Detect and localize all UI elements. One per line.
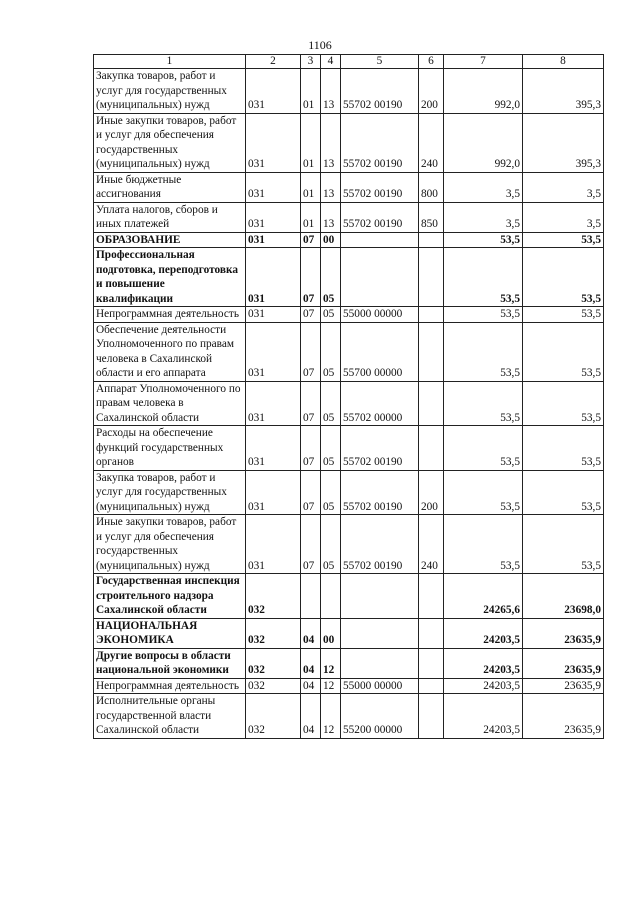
row-rz: 04 [301, 648, 321, 678]
column-header: 2 [246, 55, 301, 69]
row-rz: 04 [301, 678, 321, 694]
row-value-7: 53,5 [444, 515, 523, 574]
row-csr: 55702 00190 [341, 515, 419, 574]
row-name: Уплата налогов, сборов и иных платежей [94, 202, 246, 232]
row-name: Иные бюджетные ассигнования [94, 172, 246, 202]
row-vr: 200 [419, 69, 444, 114]
row-value-7: 3,5 [444, 202, 523, 232]
row-gr: 031 [246, 470, 301, 515]
row-value-7: 24265,6 [444, 574, 523, 619]
row-vr [419, 426, 444, 471]
row-name: Закупка товаров, работ и услуг для государственных (муниципальных) нужд [94, 470, 246, 515]
table-row [94, 113, 604, 172]
row-gr: 031 [246, 322, 301, 381]
row-pr: 00 [321, 232, 341, 248]
table-row [94, 202, 604, 232]
row-value-7: 992,0 [444, 69, 523, 114]
row-value-8: 53,5 [523, 307, 604, 323]
row-vr: 240 [419, 515, 444, 574]
row-gr: 032 [246, 694, 301, 739]
row-csr: 55702 00190 [341, 113, 419, 172]
row-csr: 55702 00190 [341, 470, 419, 515]
row-pr: 12 [321, 678, 341, 694]
row-value-8: 23635,9 [523, 618, 604, 648]
row-gr: 032 [246, 618, 301, 648]
row-value-7: 53,5 [444, 426, 523, 471]
row-value-7: 24203,5 [444, 678, 523, 694]
row-pr: 13 [321, 113, 341, 172]
row-rz: 07 [301, 426, 321, 471]
row-pr [321, 574, 341, 619]
row-gr: 031 [246, 113, 301, 172]
page-number: 1106 [308, 38, 332, 52]
row-value-8: 23635,9 [523, 648, 604, 678]
row-vr [419, 307, 444, 323]
row-value-7: 53,5 [444, 248, 523, 307]
row-pr: 05 [321, 515, 341, 574]
row-name: Исполнительные органы государственной власти Сахалинской области [94, 694, 246, 739]
table-row [94, 515, 604, 574]
row-value-7: 24203,5 [444, 648, 523, 678]
row-value-7: 53,5 [444, 470, 523, 515]
row-gr: 032 [246, 648, 301, 678]
table-row [94, 470, 604, 515]
table-row [94, 648, 604, 678]
row-vr [419, 648, 444, 678]
row-value-8: 53,5 [523, 515, 604, 574]
row-csr [341, 618, 419, 648]
row-value-7: 24203,5 [444, 618, 523, 648]
row-pr: 13 [321, 202, 341, 232]
table-row [94, 618, 604, 648]
row-rz: 07 [301, 307, 321, 323]
row-value-8: 23635,9 [523, 694, 604, 739]
row-value-7: 53,5 [444, 307, 523, 323]
table-row [94, 322, 604, 381]
row-value-7: 24203,5 [444, 694, 523, 739]
row-gr: 031 [246, 69, 301, 114]
row-name: ОБРАЗОВАНИЕ [94, 232, 246, 248]
row-vr [419, 678, 444, 694]
table-row [94, 307, 604, 323]
row-vr: 240 [419, 113, 444, 172]
column-header: 6 [419, 55, 444, 69]
row-value-8: 23635,9 [523, 678, 604, 694]
row-vr [419, 574, 444, 619]
row-gr: 031 [246, 381, 301, 426]
row-csr: 55702 00000 [341, 381, 419, 426]
row-rz: 07 [301, 248, 321, 307]
row-gr: 031 [246, 232, 301, 248]
row-pr: 05 [321, 470, 341, 515]
row-name: Государственная инспекция строительного надзора Сахалинской области [94, 574, 246, 619]
row-csr [341, 574, 419, 619]
row-gr: 031 [246, 248, 301, 307]
column-header: 7 [444, 55, 523, 69]
row-value-7: 53,5 [444, 381, 523, 426]
table-row [94, 69, 604, 114]
row-csr: 55000 00000 [341, 307, 419, 323]
row-name: Непрограммная деятельность [94, 307, 246, 323]
row-rz [301, 574, 321, 619]
row-vr [419, 322, 444, 381]
row-value-7: 3,5 [444, 172, 523, 202]
row-csr: 55702 00190 [341, 69, 419, 114]
table-row [94, 248, 604, 307]
table-body [94, 69, 604, 739]
row-rz: 04 [301, 618, 321, 648]
row-value-8: 395,3 [523, 69, 604, 114]
table-row [94, 232, 604, 248]
row-gr: 032 [246, 574, 301, 619]
row-value-8: 395,3 [523, 113, 604, 172]
row-value-8: 53,5 [523, 248, 604, 307]
row-name: Иные закупки товаров, работ и услуг для обеспечения государственных (муниципальных) нужд [94, 113, 246, 172]
row-gr: 031 [246, 307, 301, 323]
table-row [94, 694, 604, 739]
row-name: Расходы на обеспечение функций государственных органов [94, 426, 246, 471]
column-header: 1 [94, 55, 246, 69]
row-pr: 12 [321, 648, 341, 678]
row-name: Закупка товаров, работ и услуг для государственных (муниципальных) нужд [94, 69, 246, 114]
row-csr: 55702 00190 [341, 202, 419, 232]
row-vr [419, 694, 444, 739]
column-header: 5 [341, 55, 419, 69]
row-rz: 01 [301, 69, 321, 114]
row-rz: 01 [301, 113, 321, 172]
row-rz: 04 [301, 694, 321, 739]
row-value-8: 53,5 [523, 470, 604, 515]
row-value-8: 3,5 [523, 202, 604, 232]
row-csr [341, 232, 419, 248]
row-value-8: 23698,0 [523, 574, 604, 619]
row-value-7: 53,5 [444, 232, 523, 248]
row-pr: 05 [321, 307, 341, 323]
column-header: 8 [523, 55, 604, 69]
row-vr [419, 618, 444, 648]
row-value-8: 53,5 [523, 381, 604, 426]
row-gr: 031 [246, 426, 301, 471]
row-pr: 05 [321, 322, 341, 381]
row-csr [341, 648, 419, 678]
row-pr: 05 [321, 426, 341, 471]
row-csr: 55702 00190 [341, 172, 419, 202]
row-pr: 05 [321, 381, 341, 426]
row-rz: 07 [301, 381, 321, 426]
table-row [94, 172, 604, 202]
row-name: Иные закупки товаров, работ и услуг для обеспечения государственных (муниципальных) нужд [94, 515, 246, 574]
row-pr: 00 [321, 618, 341, 648]
row-pr: 12 [321, 694, 341, 739]
row-value-8: 3,5 [523, 172, 604, 202]
row-gr: 031 [246, 172, 301, 202]
row-rz: 07 [301, 515, 321, 574]
row-vr [419, 381, 444, 426]
header-row [94, 55, 604, 69]
row-value-8: 53,5 [523, 426, 604, 471]
column-header: 4 [321, 55, 341, 69]
column-header: 3 [301, 55, 321, 69]
row-pr: 13 [321, 172, 341, 202]
row-value-8: 53,5 [523, 232, 604, 248]
table-row [94, 574, 604, 619]
row-gr: 031 [246, 202, 301, 232]
row-vr: 200 [419, 470, 444, 515]
row-pr: 13 [321, 69, 341, 114]
row-value-7: 53,5 [444, 322, 523, 381]
row-csr: 55700 00000 [341, 322, 419, 381]
budget-table [93, 54, 604, 739]
row-name: Другие вопросы в области национальной экономики [94, 648, 246, 678]
row-csr [341, 248, 419, 307]
row-vr: 800 [419, 172, 444, 202]
row-name: НАЦИОНАЛЬНАЯ ЭКОНОМИКА [94, 618, 246, 648]
row-vr [419, 232, 444, 248]
row-name: Обеспечение деятельности Уполномоченного по правам человека в Сахалинской области и его аппарата [94, 322, 246, 381]
row-rz: 01 [301, 202, 321, 232]
row-gr: 032 [246, 678, 301, 694]
row-rz: 07 [301, 232, 321, 248]
row-gr: 031 [246, 515, 301, 574]
row-csr: 55200 00000 [341, 694, 419, 739]
row-rz: 07 [301, 470, 321, 515]
row-vr [419, 248, 444, 307]
table-row [94, 678, 604, 694]
row-csr: 55702 00190 [341, 426, 419, 471]
row-name: Непрограммная деятельность [94, 678, 246, 694]
row-rz: 07 [301, 322, 321, 381]
row-name: Аппарат Уполномоченного по правам человека в Сахалинской области [94, 381, 246, 426]
row-csr: 55000 00000 [341, 678, 419, 694]
row-value-8: 53,5 [523, 322, 604, 381]
table-row [94, 426, 604, 471]
row-rz: 01 [301, 172, 321, 202]
table-row [94, 381, 604, 426]
row-value-7: 992,0 [444, 113, 523, 172]
row-pr: 05 [321, 248, 341, 307]
row-name: Профессиональная подготовка, переподготовка и повышение квалификации [94, 248, 246, 307]
row-vr: 850 [419, 202, 444, 232]
